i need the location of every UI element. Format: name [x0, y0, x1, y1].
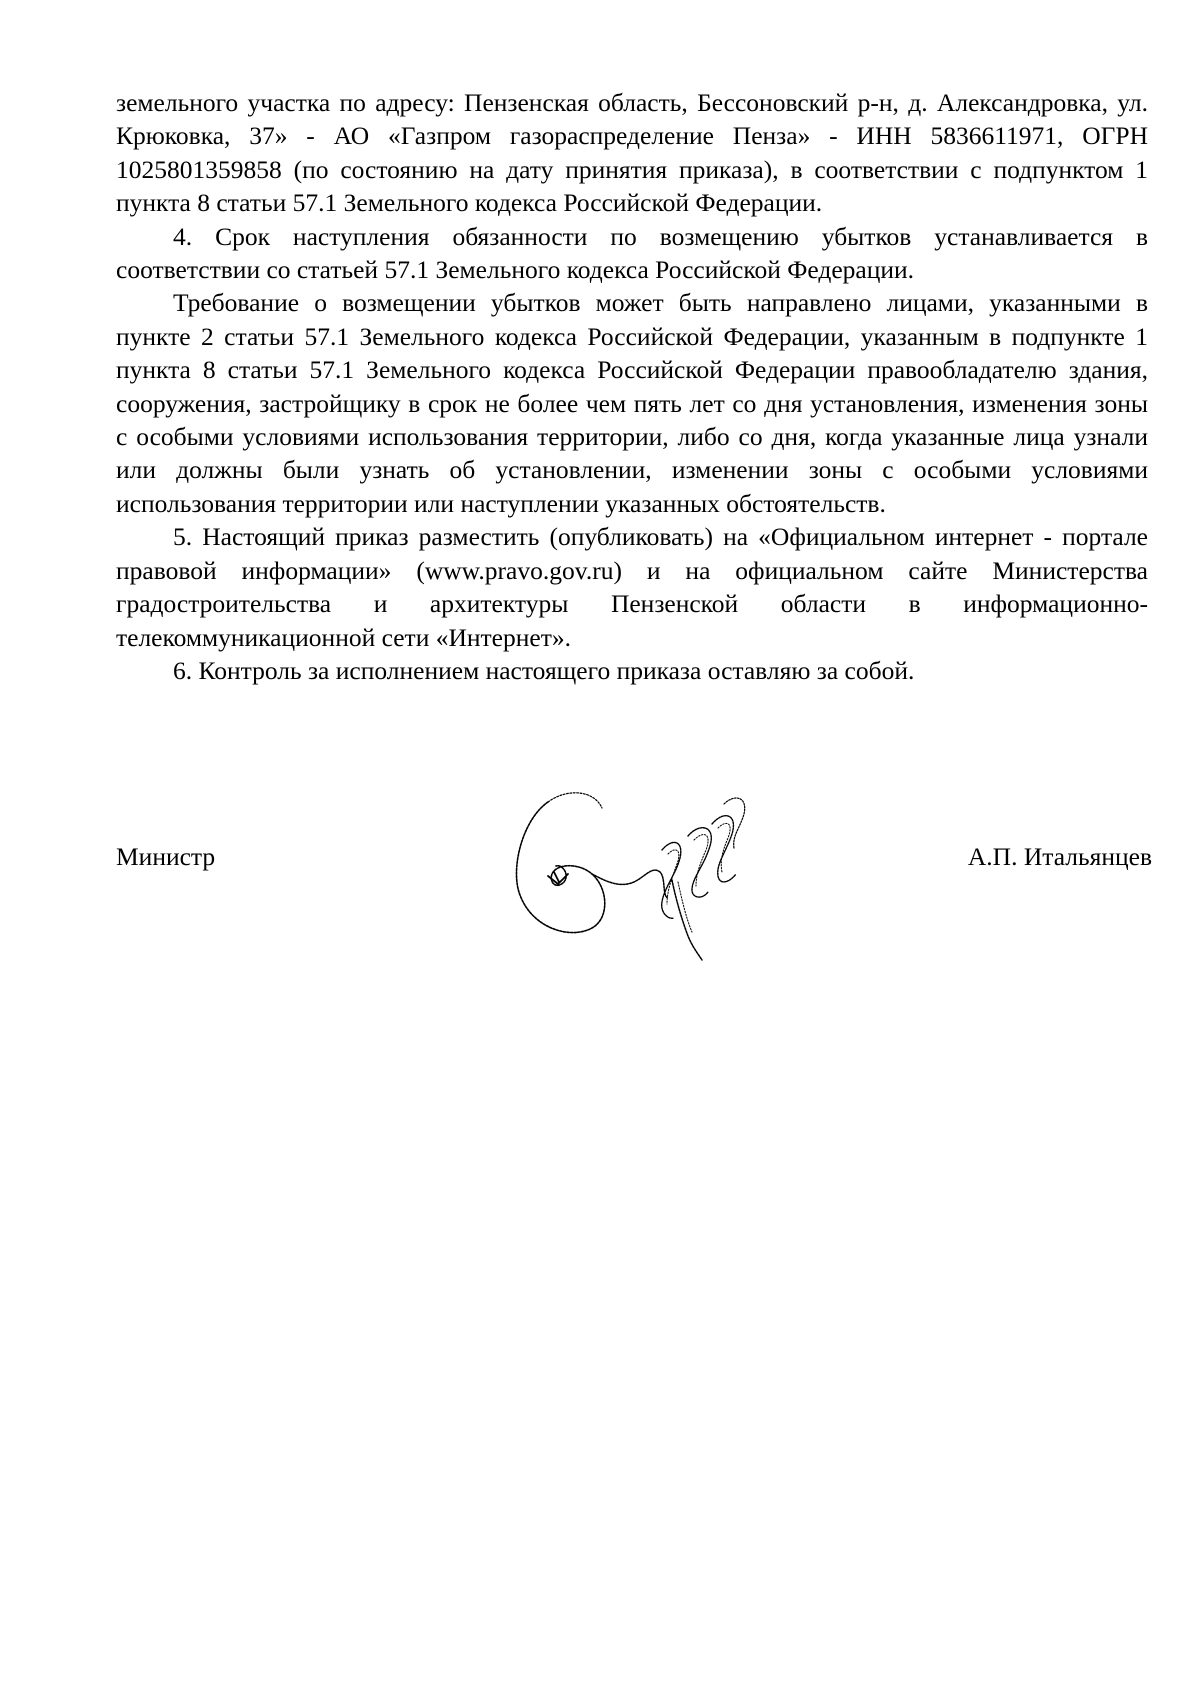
signature-descender	[672, 880, 702, 960]
document-body	[116, 86, 1148, 687]
signatory-title: Министр	[116, 842, 216, 871]
paragraph-item-6: 6. Контроль за исполнением настоящего приказа оставляю за собой.	[173, 655, 915, 685]
signature-descender-shade	[678, 882, 692, 932]
signature-arrow-mark	[548, 872, 568, 884]
signature-loop-outer	[548, 793, 602, 808]
paragraph-continuation: земельного участка по адресу: Пензенская область, Бессоновский р-н, д. Александровка, ул. Крюковка, 37» - АО «Газпром газораспределение Пенза» - ИНН 5836611971, ОГРН 1025801359858 (по состоянию на дату принятия приказа), в соответствии с подпунктом 1 пункта 8 статьи 57.1 Земельного кодекса Российской Федерации.	[116, 88, 1148, 218]
signature-letter-3	[712, 816, 736, 882]
signatory-name: А.П. Итальянцев	[967, 842, 1152, 871]
signature-loop-stroke	[516, 802, 604, 933]
paragraph-item-4: 4. Срок наступления обязанности по возмещению убытков устанавливается в соответствии со статьей 57.1 Земельного кодекса Российской Федерации.	[116, 221, 1148, 285]
paragraph-damages-claim: Требование о возмещении убытков может быть направлено лицами, указанными в пункте 2 статьи 57.1 Земельного кодекса Российской Федерации, указанным в подпункте 1 пункта 8 статьи 57.1 Земельного кодекса Российской Федерации правообладателю здания, сооружения, застройщику в срок не более чем пять лет со дня установления, изменения зоны с особыми условиями использования территории, либо со дня, когда указанные лица узнали или должны были узнать об установлении, изменении зоны с особыми условиями использования территории или наступлении указанных обстоятельств.	[116, 288, 1148, 518]
handwritten-signature	[512, 770, 797, 965]
paragraph-item-5: 5. Настоящий приказ разместить (опубликовать) на «Официальном интернет - портале правовой информации» (www.pravo.gov.ru) и на официальном сайте Министерства градостроительства и архитектуры Пензенской области в информационно-телекоммуникационной сети «Интернет».	[116, 522, 1148, 652]
signature-flourish-top	[724, 798, 745, 848]
signature-letter-2	[688, 828, 711, 897]
signature-letter-2-shade	[694, 835, 708, 886]
